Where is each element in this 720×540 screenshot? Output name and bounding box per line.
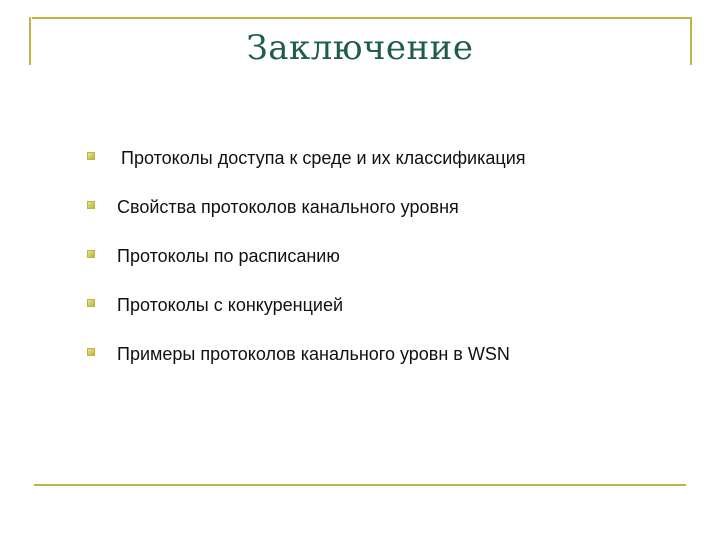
bullet-text: Протоколы по расписанию (117, 245, 340, 266)
bullet-item (87, 142, 687, 174)
square-bullet-icon (87, 152, 95, 160)
frame-top-line (32, 17, 692, 19)
bullet-text: Примеры протоколов канального уровн в WSN (117, 343, 510, 364)
square-bullet-icon (87, 299, 95, 307)
bullet-list (87, 142, 687, 387)
bullet-item (87, 191, 687, 223)
bullet-item (87, 240, 687, 272)
square-bullet-icon (87, 250, 95, 258)
bullet-item (87, 338, 687, 370)
bullet-text: Свойства протоколов канального уровня (117, 196, 459, 217)
slide-title: Заключение (246, 28, 474, 68)
bullet-text: Протоколы с конкуренцией (117, 294, 344, 315)
bullet-text: Протоколы доступа к среде и их классификация (121, 147, 526, 168)
square-bullet-icon (87, 348, 95, 356)
bullet-item (87, 289, 687, 321)
square-bullet-icon (87, 201, 95, 209)
frame-bottom-line (34, 484, 686, 486)
